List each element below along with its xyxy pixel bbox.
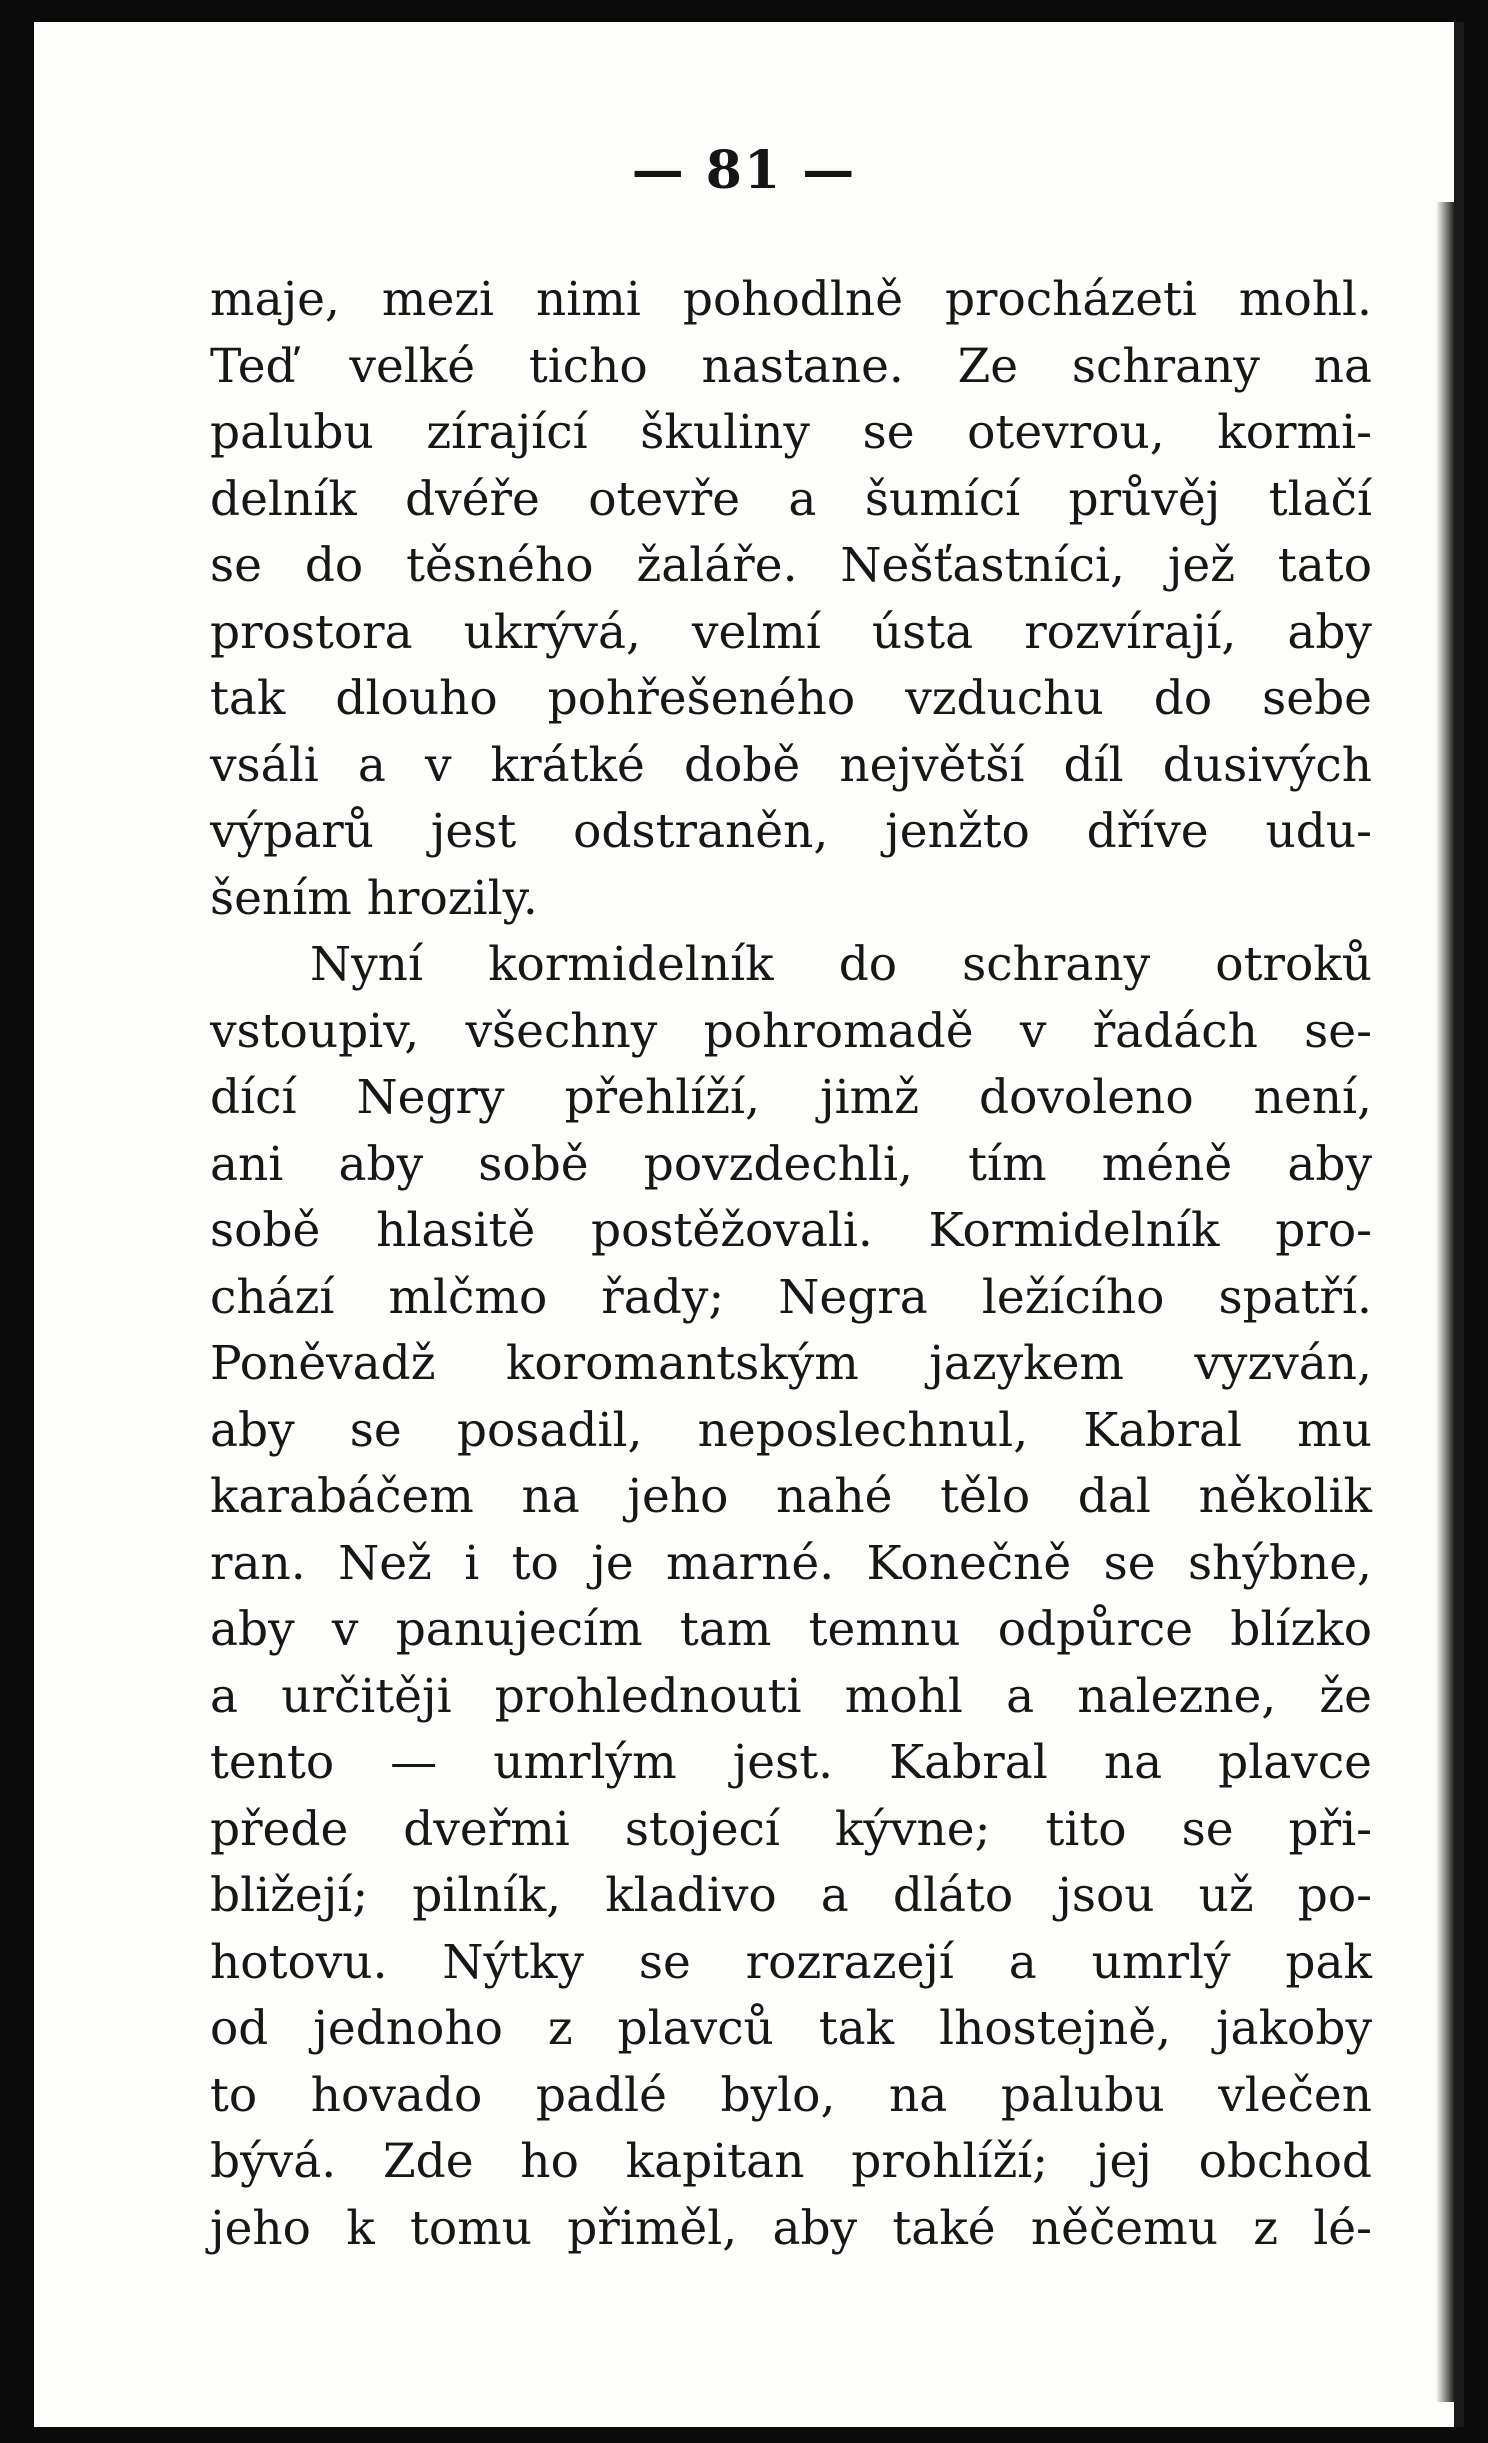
text-line: přede dveřmi stojecí kývne; tito se při-	[210, 1801, 1372, 1857]
text-line: bližejí; pilník, kladivo a dláto jsou už po-	[210, 1868, 1372, 1923]
body-text	[210, 267, 1372, 2262]
text-line: tento — umrlým jest. Kabral na plavce	[210, 1735, 1372, 1790]
text-line: karabáčem na jeho nahé tělo dal několik	[210, 1469, 1372, 1524]
text-line: výparů jest odstraněn, jenžto dříve udu-	[210, 804, 1372, 859]
text-line: jeho k tomu přiměl, aby také něčemu z lé-	[210, 2200, 1372, 2256]
text-line: hotovu. Nýtky se rozrazejí a umrlý pak	[210, 1934, 1372, 1990]
text-line: dící Negry přehlíží, jimž dovoleno není,	[210, 1070, 1372, 1125]
text-line: tak dlouho pohřešeného vzduchu do sebe	[210, 671, 1372, 726]
text-line: Nyní kormidelník do schrany otroků	[310, 937, 1372, 992]
text-line: maje, mezi nimi pohodlně procházeti mohl.	[210, 272, 1372, 327]
text-line: od jednoho z plavců tak lhostejně, jakoby	[210, 2001, 1372, 2056]
text-line: aby se posadil, neposlechnul, Kabral mu	[210, 1402, 1372, 1458]
text-line: prostora ukrývá, velmí ústa rozvírají, aby	[210, 604, 1372, 660]
text-line: to hovado padlé bylo, na palubu vlečen	[210, 2067, 1372, 2123]
text-line: šením hrozily.	[210, 870, 538, 926]
book-page	[34, 22, 1464, 2427]
page-number: — 81 —	[631, 140, 857, 201]
text-line: ran. Než i to je marné. Konečně se shýbne,	[210, 1535, 1372, 1591]
text-line: Teď velké ticho nastane. Ze schrany na	[210, 338, 1372, 394]
text-line: palubu zírající škuliny se otevrou, kormi-	[210, 405, 1372, 460]
text-line: a určitěji prohlednouti mohl a nalezne, že	[210, 1668, 1372, 1724]
text-line: se do těsného žaláře. Nešťastníci, jež tato	[210, 538, 1372, 593]
page-binding-shadow	[1436, 202, 1454, 2402]
text-line: ani aby sobě povzdechli, tím méně aby	[210, 1136, 1372, 1192]
text-line: aby v panujecím tam temnu odpůrce blízko	[210, 1602, 1372, 1657]
text-line: vsáli a v krátké době největší díl dusivých	[210, 737, 1372, 793]
text-line: Poněvadž koromantským jazykem vyzván,	[210, 1336, 1372, 1391]
text-line: bývá. Zde ho kapitan prohlíží; jej obchod	[210, 2134, 1372, 2189]
text-line: vstoupiv, všechny pohromadě v řadách se-	[210, 1003, 1372, 1059]
text-line: chází mlčmo řady; Negra ležícího spatří.	[210, 1269, 1372, 1325]
text-line: sobě hlasitě postěžovali. Kormidelník pro-	[210, 1203, 1372, 1258]
text-line: delník dvéře otevře a šumící průvěj tlačí	[210, 471, 1372, 527]
